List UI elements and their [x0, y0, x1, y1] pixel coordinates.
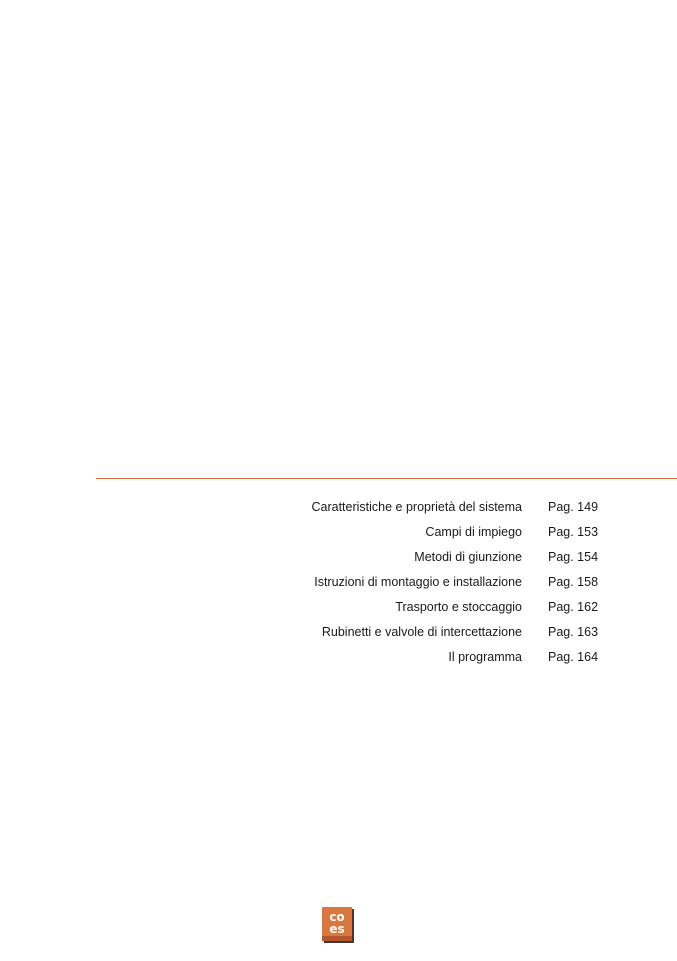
- toc-item-metodi-di-giunzione[interactable]: [290, 546, 610, 571]
- toc-item-istruzioni-montaggio[interactable]: [290, 571, 610, 596]
- table-of-contents: [290, 496, 610, 671]
- toc-item-page: Pag. 162: [548, 600, 599, 614]
- toc-item-title: Istruzioni di montaggio e installazione: [314, 575, 522, 589]
- section-divider: [96, 478, 677, 479]
- toc-item-page: Pag. 158: [548, 575, 599, 589]
- toc-item-title: Campi di impiego: [425, 525, 522, 539]
- toc-item-caratteristiche[interactable]: [290, 496, 610, 521]
- toc-item-title: Metodi di giunzione: [414, 550, 522, 564]
- toc-item-page: Pag. 164: [548, 650, 599, 664]
- toc-item-title: Caratteristiche e proprietà del sistema: [311, 500, 522, 514]
- coes-logo: [322, 907, 354, 943]
- svg-text:co: co: [329, 910, 345, 924]
- toc-item-page: Pag. 163: [548, 625, 599, 639]
- toc-item-title: Rubinetti e valvole di intercettazione: [321, 625, 522, 639]
- toc-item-trasporto-stoccaggio[interactable]: [290, 596, 610, 621]
- svg-text:es: es: [329, 922, 345, 936]
- toc-item-il-programma[interactable]: [290, 646, 610, 671]
- toc-item-title: Il programma: [448, 650, 522, 664]
- toc-item-campi-di-impiego[interactable]: [290, 521, 610, 546]
- toc-item-page: Pag. 149: [548, 500, 599, 514]
- toc-item-page: Pag. 154: [548, 550, 599, 564]
- toc-item-rubinetti-valvole[interactable]: [290, 621, 610, 646]
- toc-item-title: Trasporto e stoccaggio: [395, 600, 522, 614]
- toc-item-page: Pag. 153: [548, 525, 599, 539]
